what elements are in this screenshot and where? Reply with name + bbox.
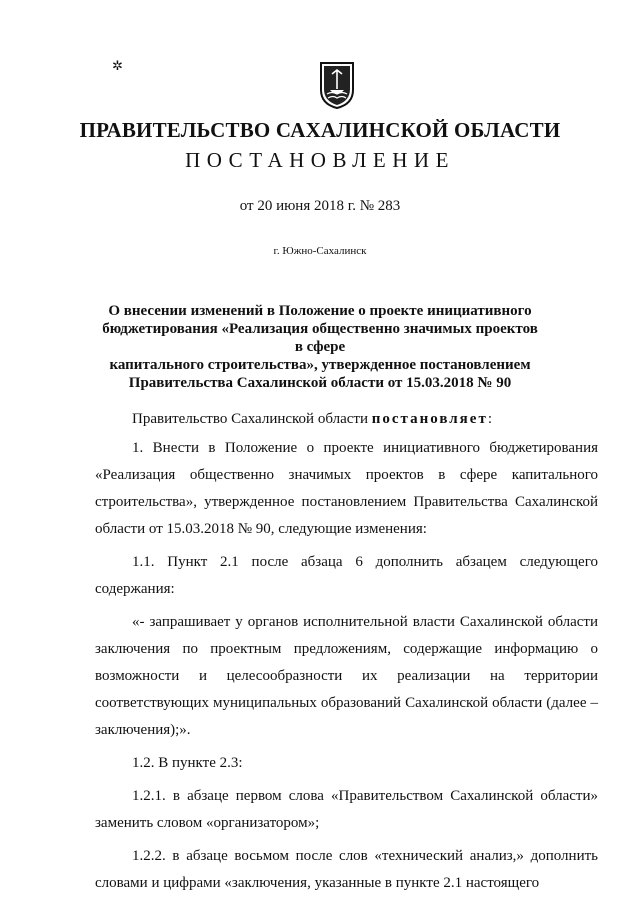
document-type: ПОСТАНОВЛЕНИЕ xyxy=(185,148,455,172)
intro-prefix: Правительство Сахалинской области xyxy=(132,411,368,427)
paragraph-1-2-1: 1.2.1. в абзаце первом слова «Правительством Сахалинской области» заменить словом «организатором»; xyxy=(95,788,598,831)
document-body xyxy=(95,406,598,903)
paragraph-1-2-2: 1.2.2. в абзаце восьмом после слов «технический анализ,» дополнить словами и цифрами «заключения, указанные в пункте 2.1 настоящего xyxy=(95,848,598,891)
organization-name: ПРАВИТЕЛЬСТВО САХАЛИНСКОЙ ОБЛАСТИ xyxy=(79,118,561,142)
title-line: О внесении изменений в Положение о проекте инициативного xyxy=(108,303,532,319)
title-line: Правительства Сахалинской области от 15.03.2018 № 90 xyxy=(128,375,512,391)
date-and-number: от 20 июня 2018 г. № 283 xyxy=(239,198,401,214)
city: г. Южно-Сахалинск xyxy=(273,245,367,257)
sakhalin-coat-of-arms-icon xyxy=(318,60,356,110)
paragraph-1-1: 1.1. Пункт 2.1 после абзаца 6 дополнить абзацем следующего содержания: xyxy=(95,554,598,597)
title-line: капитального строительства», утвержденное постановлением xyxy=(109,357,531,373)
paragraph-1: 1. Внести в Положение о проекте инициативного бюджетирования «Реализация общественно значимых проектов в сфере капитального строительства», утвержденное постановлением Правительства Сахалинской области от 15.03.2018 № 90, следующие изменения: xyxy=(95,440,598,537)
intro-paragraph xyxy=(95,406,598,433)
paragraph-quote: «- запрашивает у органов исполнительной власти Сахалинской области заключения по проектным предложениям, содержащие информацию о возможности и целесообразности их реализации на территории соответствующих муниципальных образований Сахалинской области (далее – заключения);». xyxy=(95,614,598,738)
paragraph-1-2: 1.2. В пункте 2.3: xyxy=(132,755,243,771)
intro-suffix: : xyxy=(487,411,492,427)
intro-verb: постановляет xyxy=(371,411,488,427)
title-line: бюджетирования «Реализация общественно значимых проектов в сфере xyxy=(102,321,538,355)
scan-mark: ✲ xyxy=(112,58,123,73)
document-title xyxy=(100,302,540,392)
